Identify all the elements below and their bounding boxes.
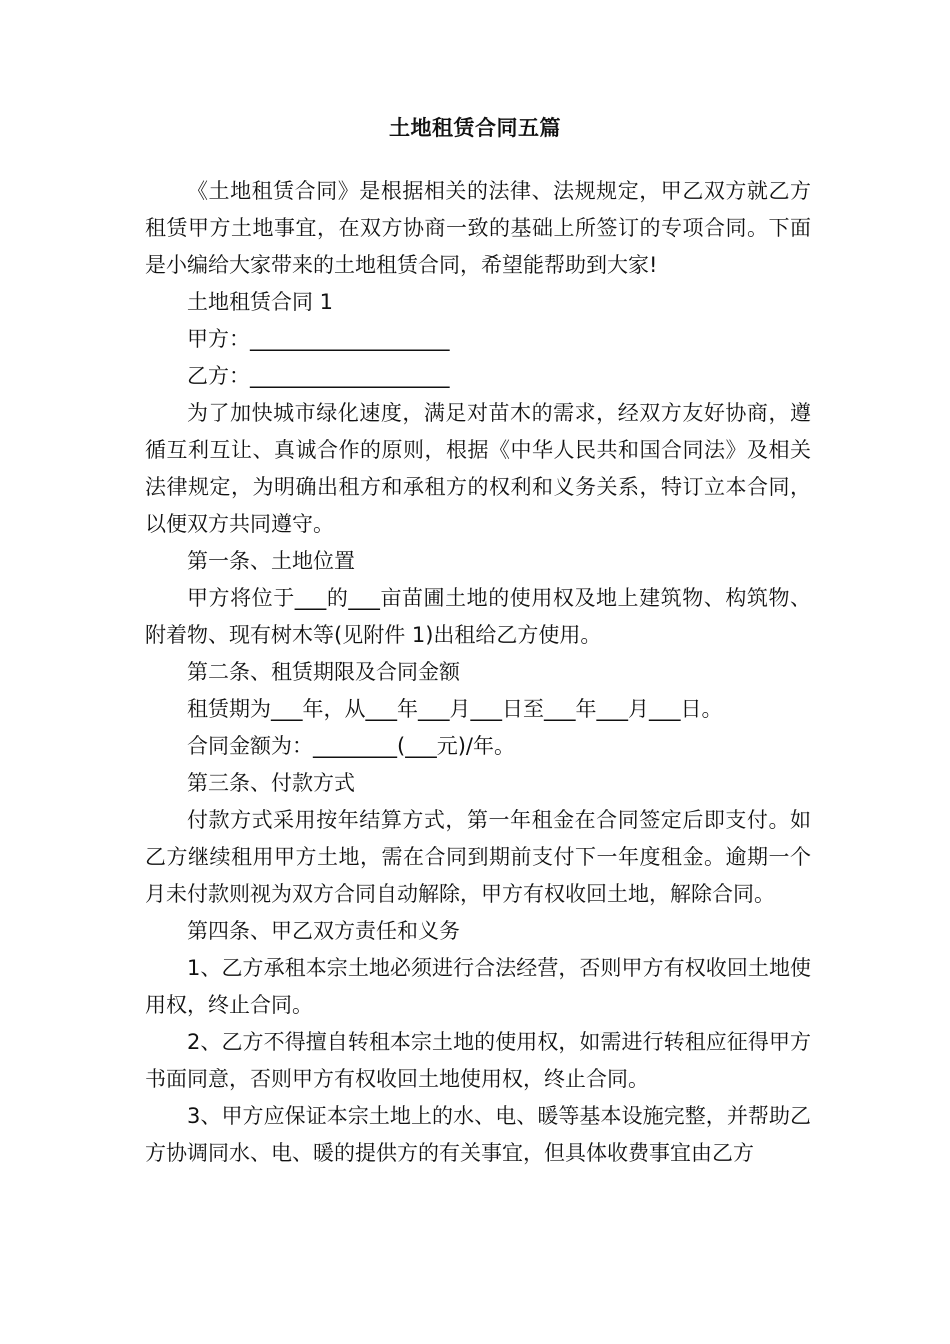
article-4-item-1: 1、乙方承租本宗土地必须进行合法经营，否则甲方有权收回土地使用权，终止合同。 [145,956,811,1017]
party-a-line: 甲方：___________________ [187,327,450,351]
article-1-heading: 第一条、土地位置 [187,549,355,573]
article-4-item-2: 2、乙方不得擅自转租本宗土地的使用权，如需进行转租应征得甲方书面同意，否则甲方有权收回土地使用权，终止合同。 [145,1030,811,1091]
lease-term-line: 租赁期为___年，从___年___月___日至___年___月___日。 [187,697,723,721]
preamble-paragraph: 为了加快城市绿化速度，满足对苗木的需求，经双方友好协商，遵循互利互让、真诚合作的原则，根据《中华人民共和国合同法》及相关法律规定，为明确出租方和承租方的权利和义务关系，特订立本合同，以便双方共同遵守。 [145,401,811,536]
article-1-body: 甲方将位于___的___亩苗圃土地的使用权及地上建筑物、构筑物、附着物、现有树木等(见附件 1)出租给乙方使用。 [145,586,811,647]
party-b-line: 乙方：___________________ [187,364,450,388]
document-body [145,173,811,1172]
article-2-heading: 第二条、租赁期限及合同金额 [187,660,460,684]
contract-heading: 土地租赁合同 1 [187,290,334,314]
article-3-heading: 第三条、付款方式 [187,771,355,795]
article-4-item-3: 3、甲方应保证本宗土地上的水、电、暖等基本设施完整，并帮助乙方协调同水、电、暖的提供方的有关事宜，但具体收费事宜由乙方 [145,1104,811,1165]
document-title: 土地租赁合同五篇 [389,116,561,140]
article-3-body: 付款方式采用按年结算方式，第一年租金在合同签定后即支付。如乙方继续租用甲方土地，需在合同到期前支付下一年度租金。逾期一个月未付款则视为双方合同自动解除，甲方有权收回土地，解除合同。 [145,808,811,906]
article-4-heading: 第四条、甲乙双方责任和义务 [187,919,460,943]
contract-amount-line: 合同金额为：________(___元)/年。 [187,734,515,758]
intro-paragraph: 《土地租赁合同》是根据相关的法律、法规规定，甲乙双方就乙方租赁甲方土地事宜，在双方协商一致的基础上所签订的专项合同。下面是小编给大家带来的土地租赁合同，希望能帮助到大家! [145,179,811,277]
